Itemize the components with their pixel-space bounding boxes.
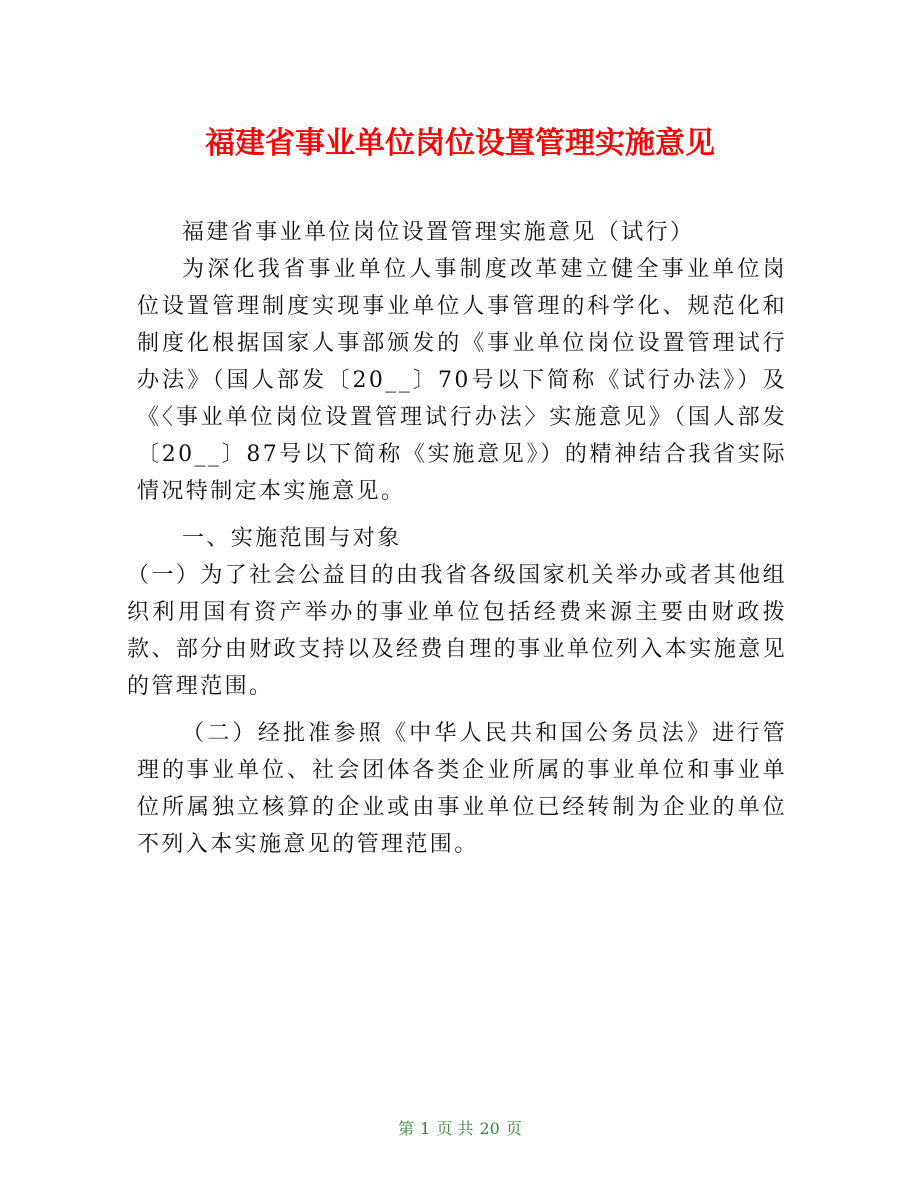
paragraph-subtitle: 福建省事业单位岗位设置管理实施意见（试行） xyxy=(182,220,695,245)
page-footer xyxy=(0,1116,920,1139)
paragraph-item-1: （一）为了社会公益目的由我省各级国家机关举办或者其他组织利用国有资产举办的事业单位包括经费来源主要由财政拨款、部分由财政支持以及经费自理的事业单位列入本实施意见的管理范围。 xyxy=(127,563,787,699)
footer-page-middle: 页 共 xyxy=(436,1119,474,1138)
footer-total-pages: 20 xyxy=(479,1119,500,1138)
section-heading-scope: 一、实施范围与对象 xyxy=(182,526,402,551)
document-title: 福建省事业单位岗位设置管理实施意见 xyxy=(205,126,715,161)
footer-page-prefix: 第 xyxy=(398,1119,415,1138)
footer-page-suffix: 页 xyxy=(505,1119,522,1138)
paragraph-item-2: （二）经批准参照《中华人民共和国公务员法》进行管理的事业单位、社会团体各类企业所属的事业单位和事业单位所属独立核算的企业或由事业单位已经转制为企业的单位不列入本实施意见的管理范围。 xyxy=(137,721,787,857)
footer-current-page: 1 xyxy=(420,1119,431,1138)
document-body xyxy=(127,214,787,863)
paragraph-intro: 为深化我省事业单位人事制度改革建立健全事业单位岗位设置管理制度实现事业单位人事管理的科学化、规范化和制度化根据国家人事部颁发的《事业单位岗位设置管理试行办法》（国人部发〔20__〕70号以下简称《试行办法》）及《〈事业单位岗位设置管理试行办法〉实施意见》（国人部发〔20__〕87号以下简称《实施意见》）的精神结合我省实际情况特制定本实施意见。 xyxy=(137,257,787,504)
